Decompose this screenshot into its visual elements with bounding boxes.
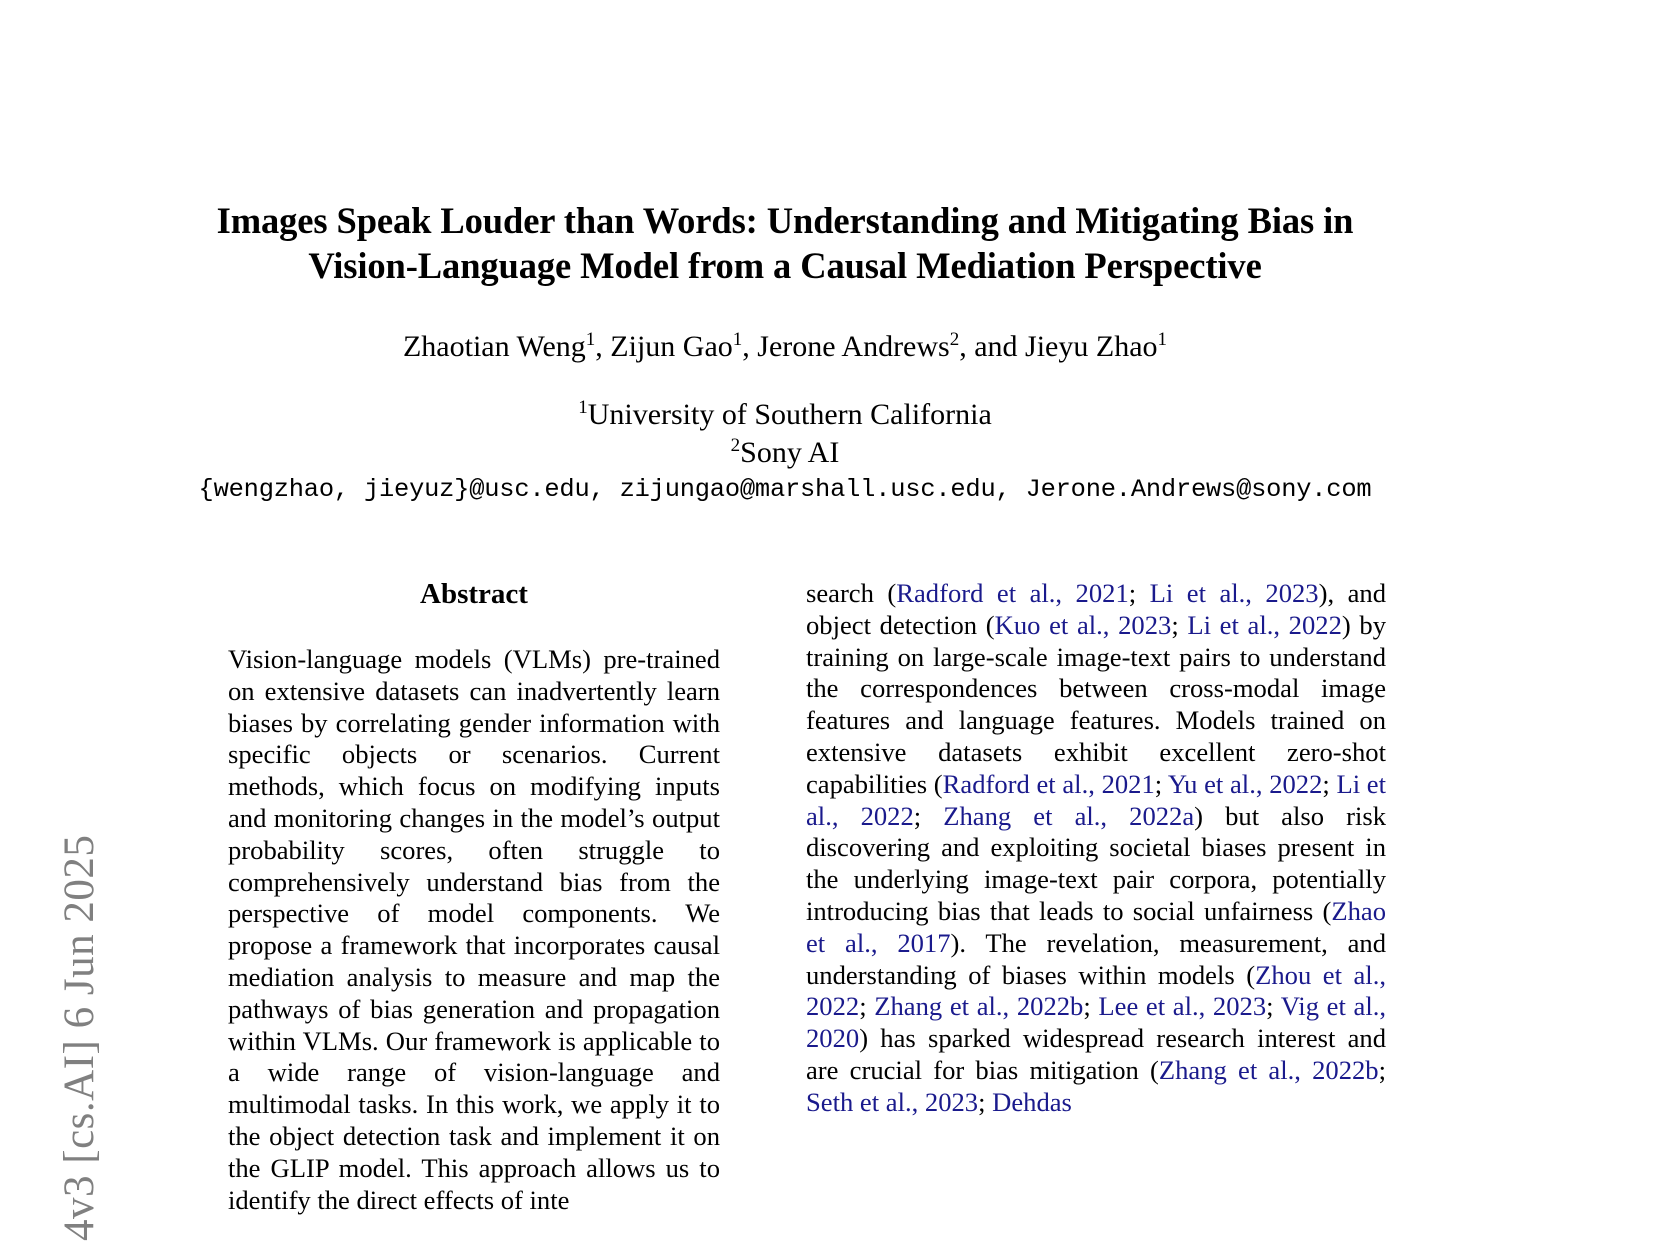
contact-emails: {wengzhao, jieyuz}@usc.edu, zijungao@marshall.usc.edu, Jerone.Andrews@sony.com <box>198 475 1372 504</box>
abstract-body: Vision-language models (VLMs) pre-trained on extensive datasets can inadvertently learn biases by correlating gender information with specific objects or scenarios. Current methods, which focus on modifying inputs and monitoring changes in the model’s output probability scores, often struggle to comprehensively understand bias from the perspective of model components. We propose a framework that incorporates causal mediation analysis to measure and map the pathways of bias generation and propagation within VLMs. Our framework is applicable to a wide range of vision-language and multimodal tasks. In this work, we apply it to the object detection task and implement it on the GLIP model. This approach allows us to identify the direct effects of inte <box>228 644 720 1215</box>
author-affiliation-marker: 1 <box>732 329 743 350</box>
author-affiliation-marker: 2 <box>949 329 960 350</box>
arxiv-stamp-text: 4v3 [cs.AI] 6 Jun 2025 <box>56 834 103 1241</box>
page-title: Images Speak Louder than Words: Understanding and Mitigating Bias in Vision-Language Model from a Causal Mediation Perspective <box>216 200 1354 286</box>
author-name: Jieyu Zhao <box>1025 330 1158 363</box>
author-affiliation-marker: 1 <box>585 329 596 350</box>
affiliation-line <box>180 396 1390 434</box>
citation-link[interactable]: Li et al., 2022 <box>1187 609 1342 640</box>
affiliation-marker: 2 <box>730 434 741 456</box>
column-right <box>806 578 1386 1241</box>
author-name: Zhaotian Weng <box>402 330 586 363</box>
citation-link[interactable]: Zhang et al., 2022b <box>874 991 1084 1022</box>
citation-link[interactable]: Kuo et al., 2023 <box>994 609 1172 640</box>
citation-link[interactable]: Yu et al., 2022 <box>1167 768 1323 799</box>
affiliation-name: Sony AI <box>740 435 840 469</box>
citation-link[interactable]: Li et al., 2022 <box>806 768 1386 831</box>
citation-link[interactable]: Radford et al., 2021 <box>896 578 1129 608</box>
citation-link[interactable]: Zhao et al., 2017 <box>806 895 1386 958</box>
citation-link[interactable]: Li et al., 2023 <box>1149 578 1319 608</box>
affiliation-list <box>180 396 1390 471</box>
citation-link[interactable]: Seth et al., 2023 <box>806 1086 979 1117</box>
author-name: Zijun Gao <box>610 330 733 363</box>
author-name: Jerone Andrews <box>757 330 950 363</box>
affiliation-line <box>180 434 1390 472</box>
arxiv-stamp <box>0 0 140 1241</box>
citation-link[interactable]: Zhang et al., 2022a <box>943 800 1195 831</box>
author-list: Zhaotian Weng$^1$, Zijun Gao$^1$, Jerone Andrews$^2$, and Jieyu Zhao$^1$ <box>402 329 1168 363</box>
introduction-body: search (Radford et al., 2021; Li et al., 2023), and object detection (Kuo et al., 2023; Li et al., 2022) by training on large-scale image-text pairs to understand the correspondences between cross-modal image features and language features. Models trained on extensive datasets exhibit excellent zero-shot capabilities (Radford et al., 2021; Yu et al., 2022; Li et al., 2022; Zhang et al., 2022a) but also risk discovering and exploiting societal biases present in the underlying image-text pair corpora, potentially introducing bias that leads to social unfairness (Zhao et al., 2017). The revelation, measurement, and understanding of biases within models (Zhou et al., 2022; Zhang et al., 2022b; Lee et al., 2023; Vig et al., 2020) has sparked widespread research interest and are crucial for bias mitigation (Zhang et al., 2022b; Seth et al., 2023; Dehdas <box>806 578 1386 1117</box>
author-affiliation-marker: 1 <box>1157 329 1168 350</box>
citation-link[interactable]: Zhou et al., 2022 <box>806 959 1386 1022</box>
citation-link[interactable]: Radford et al., 2021 <box>942 768 1155 799</box>
citation-link[interactable]: Dehdas <box>992 1086 1072 1117</box>
citation-link[interactable]: Zhang et al., 2022b <box>1158 1054 1379 1085</box>
citation-link[interactable]: Lee et al., 2023 <box>1098 991 1267 1022</box>
title-block <box>180 198 1390 288</box>
affiliation-name: University of Southern California <box>587 398 992 431</box>
affiliation-marker: 1 <box>578 397 588 418</box>
column-left <box>228 578 720 1241</box>
citation-link[interactable]: Vig et al., 2020 <box>806 991 1386 1054</box>
abstract-heading: Abstract <box>420 578 528 610</box>
